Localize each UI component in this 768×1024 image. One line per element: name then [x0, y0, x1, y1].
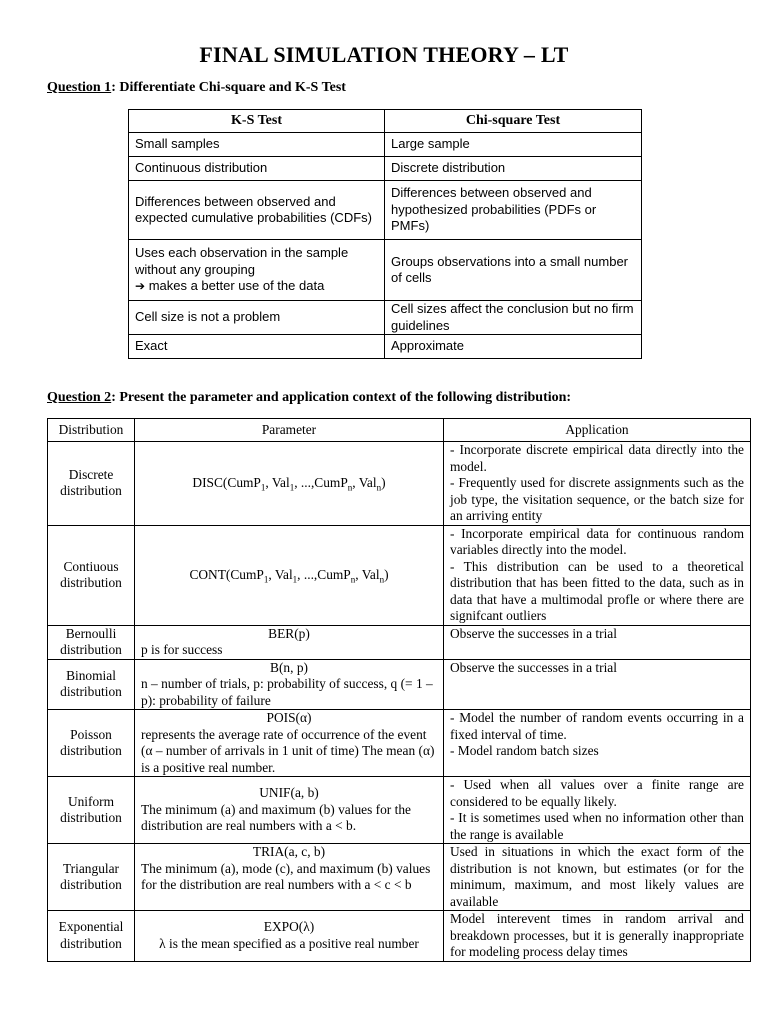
table-row	[129, 301, 642, 335]
parameter-formula: BER(p)	[268, 625, 310, 641]
table-cell	[129, 240, 385, 301]
application-cell	[444, 442, 751, 526]
table-cell: Cell sizes affect the conclusion but no firm guidelines	[385, 301, 642, 335]
application-cell: Used in situations in which the exact form of the distribution is not known, but estimates (or for the minimum, maximum, and most likely values are available	[444, 844, 751, 911]
parameter-formula: DISC(CumP$_1$, Val$_1$, ...,CumP$_n$, Val$_n$)	[135, 442, 444, 526]
column-header-chisquare: Chi-square Test	[385, 110, 642, 133]
application-line: - Used when all values over a finite range are considered to be equally likely.	[450, 777, 744, 809]
distribution-name: Binomial distribution	[48, 659, 135, 710]
distribution-name: Discrete distribution	[48, 442, 135, 526]
table-row	[129, 181, 642, 240]
right-arrow-icon: ➔	[135, 279, 146, 294]
distribution-name: Uniform distribution	[48, 777, 135, 844]
parameter-cell	[135, 777, 444, 844]
distribution-name: Triangular distribution	[48, 844, 135, 911]
distribution-name: Bernoulli distribution	[48, 625, 135, 659]
column-header-distribution: Distribution	[48, 419, 135, 442]
application-line: - Frequently used for discrete assignments such as the job type, the visitation sequence, or the batch size for an arriving entity	[450, 475, 744, 523]
table-cell: Small samples	[129, 133, 385, 157]
parameter-formula: UNIF(a, b)	[259, 785, 319, 801]
parameter-formula: EXPO(λ)	[263, 919, 315, 935]
parameter-description: p is for success	[141, 642, 223, 657]
distribution-name: Poisson distribution	[48, 710, 135, 777]
table-cell: Discrete distribution	[385, 157, 642, 181]
parameter-formula: POIS(α)	[266, 710, 312, 725]
parameter-cell	[135, 844, 444, 911]
parameter-cell	[135, 911, 444, 962]
table-row	[129, 157, 642, 181]
table-cell: Cell size is not a problem	[129, 301, 385, 335]
column-header-application: Application	[444, 419, 751, 442]
application-line: - This distribution can be used to a theoretical distribution that has been fitted to the data, such as in data that have a multimodal profle or where there are signifcant outliers	[450, 558, 744, 623]
application-cell: Observe the successes in a trial	[444, 659, 751, 710]
parameter-description: represents the average rate of occurrence of the event (α – number of arrivals in 1 unit of time) The mean (α) is a positive real number.	[141, 726, 435, 775]
distribution-name: Exponential distribution	[48, 911, 135, 962]
application-cell: Model interevent times in random arrival and breakdown processes, but it is generally inappropriate for modeling process delay times	[444, 911, 751, 962]
table-cell: Large sample	[385, 133, 642, 157]
table-cell: Groups observations into a small number of cells	[385, 240, 642, 301]
question-1-text: : Differentiate Chi-square and K-S Test	[111, 80, 346, 95]
application-cell	[444, 777, 751, 844]
application-line: - Incorporate discrete empirical data directly into the model.	[450, 442, 744, 474]
table-row-binomial	[48, 659, 751, 710]
table-cell: Differences between observed and hypothesized probabilities (PDFs or PMFs)	[385, 181, 642, 240]
table-row-poisson	[48, 710, 751, 777]
distribution-table	[47, 418, 751, 962]
parameter-description: λ is the mean specified as a positive real number	[159, 935, 419, 951]
application-line: - It is sometimes used when no information other than the range is available	[450, 810, 744, 842]
question-2-heading	[47, 390, 571, 406]
table-row-bernoulli	[48, 625, 751, 659]
application-line: - Model random batch sizes	[450, 743, 599, 758]
table-row-uniform	[48, 777, 751, 844]
table-row-exponential	[48, 911, 751, 962]
application-line: - Model the number of random events occurring in a fixed interval of time.	[450, 710, 744, 742]
table-cell: Differences between observed and expected cumulative probabilities (CDFs)	[129, 181, 385, 240]
parameter-description: The minimum (a), mode (c), and maximum (b) values for the distribution are real numbers with a < c < b	[141, 860, 431, 892]
application-cell	[444, 525, 751, 625]
table-row	[129, 240, 642, 301]
table-header-row	[48, 419, 751, 442]
application-line: - Incorporate empirical data for continuous random variables directly into the model.	[450, 525, 744, 557]
document-title: FINAL SIMULATION THEORY – LT	[199, 42, 569, 67]
question-2-text: : Present the parameter and application context of the following distribution:	[111, 390, 572, 405]
parameter-description: n – number of trials, p: probability of success, q (= 1 – p): probability of failure	[141, 676, 433, 708]
parameter-cell	[135, 710, 444, 777]
table-row-continuous	[48, 525, 751, 625]
ks-vs-chisquare-table	[128, 109, 642, 359]
parameter-cell	[135, 625, 444, 659]
column-header-ks: K-S Test	[129, 110, 385, 133]
table-header-row	[129, 110, 642, 133]
table-row-discrete	[48, 442, 751, 526]
parameter-formula: TRIA(a, c, b)	[252, 844, 326, 859]
question-2-label: Question 2	[47, 390, 112, 405]
parameter-description: The minimum (a) and maximum (b) values for the distribution are real numbers with a < b.	[141, 801, 411, 834]
parameter-cell	[135, 659, 444, 710]
table-row	[129, 335, 642, 359]
question-1-heading	[47, 80, 346, 96]
parameter-formula: CONT(CumP$_1$, Val$_1$, ...,CumP$_n$, Val$_n$)	[135, 525, 444, 625]
application-cell	[444, 710, 751, 777]
table-row-triangular	[48, 844, 751, 911]
table-cell: Exact	[129, 335, 385, 359]
cell-text-arrow-line: makes a better use of the data	[148, 278, 325, 294]
table-cell: Continuous distribution	[129, 157, 385, 181]
column-header-parameter: Parameter	[135, 419, 444, 442]
table-row	[129, 133, 642, 157]
application-cell: Observe the successes in a trial	[444, 625, 751, 659]
distribution-name: Contiuous distribution	[48, 525, 135, 625]
parameter-formula: B(n, p)	[270, 659, 308, 675]
cell-text: Uses each observation in the sample without any grouping	[135, 245, 349, 277]
table-cell: Approximate	[385, 335, 642, 359]
question-1-label: Question 1	[47, 80, 112, 95]
